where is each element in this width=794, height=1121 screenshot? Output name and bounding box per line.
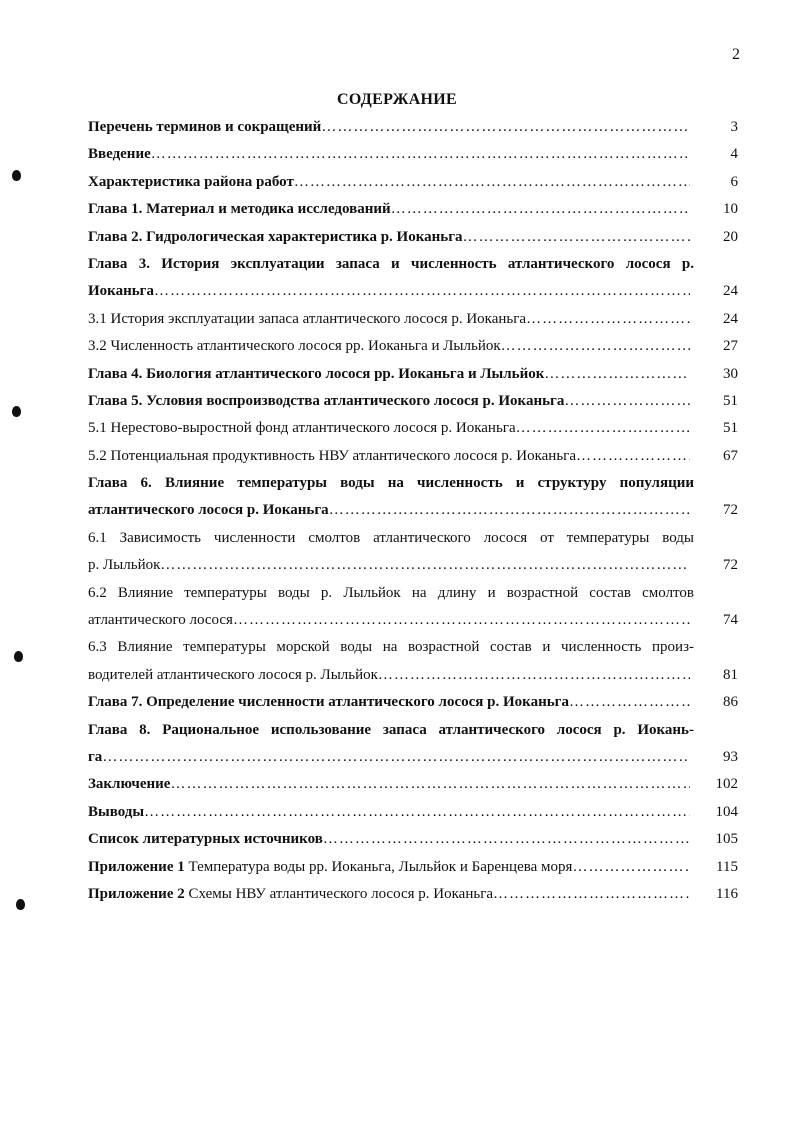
- leader-dots: [160, 552, 690, 579]
- toc-entry-page: 3: [730, 119, 738, 135]
- toc-entry-subtitle: Схемы НВУ атлантического лосося р. Иоканьга: [184, 885, 494, 902]
- toc-entry-title-line[interactable]: Глава 3. История эксплуатации запаса и численность атлантического лосося р.: [88, 255, 694, 272]
- toc-entry-page: 72: [723, 502, 738, 519]
- toc-entry-title: Список литературных источников: [88, 831, 323, 848]
- toc-entry-title-line[interactable]: Глава 6. Влияние температуры воды на численность и структуру популяции: [88, 475, 694, 492]
- punch-mark: [16, 899, 25, 910]
- leader-dots: [501, 333, 690, 360]
- toc-entry-title-line[interactable]: 6.1 Зависимость численности смолтов атлантического лосося от температуры воды: [88, 529, 694, 546]
- toc-entry[interactable]: [88, 224, 738, 251]
- toc-entry-title: Приложение 2: [88, 885, 185, 902]
- leader-dots: [516, 415, 690, 442]
- toc-entry-title: Заключение: [88, 776, 171, 793]
- toc-entry[interactable]: [88, 826, 738, 853]
- toc-entry[interactable]: [88, 771, 738, 798]
- toc-entry-page: 86: [723, 694, 738, 711]
- toc-entry-title: Глава 5. Условия воспроизводства атлантического лосося р. Иоканьга: [88, 392, 565, 409]
- toc-entry-title: р. Лыльйок: [88, 557, 161, 574]
- toc-entry-page: 74: [723, 612, 738, 629]
- leader-dots: [463, 224, 690, 251]
- page-number: 2: [732, 46, 740, 63]
- toc-entry[interactable]: [88, 443, 738, 470]
- toc-entry-title: 5.2 Потенциальная продуктивность НВУ атлантического лосося р. Иоканьга: [88, 447, 576, 464]
- toc-entry-page: 27: [723, 338, 738, 355]
- punch-mark: [12, 406, 21, 417]
- toc-entry-page: 51: [723, 392, 738, 409]
- toc-entry-title-line[interactable]: 6.2 Влияние температуры воды р. Лыльйок на длину и возрастной состав смолтов: [88, 584, 694, 601]
- toc-entry[interactable]: [88, 662, 738, 689]
- toc-entry[interactable]: [88, 333, 738, 360]
- toc-entry-title-line[interactable]: Глава 8. Рациональное использование запаса атлантического лосося р. Иокань-: [88, 721, 694, 738]
- toc-entry-page: 24: [723, 283, 738, 300]
- leader-dots: [151, 141, 690, 168]
- toc-entry-page: 6: [730, 173, 738, 190]
- toc-entry-title: Глава 4. Биология атлантического лосося рр. Иоканьга и Лыльйок: [88, 365, 545, 382]
- leader-dots: [569, 689, 690, 716]
- toc-entry-page: 81: [723, 666, 738, 683]
- toc-entry-title: атлантического лосося: [88, 612, 233, 629]
- toc-entry-page: 24: [723, 310, 738, 327]
- toc-entry[interactable]: [88, 744, 738, 771]
- toc-entry-title: Выводы: [88, 803, 145, 820]
- toc-entry[interactable]: [88, 689, 738, 716]
- toc-entry-page: 10: [723, 201, 738, 218]
- toc-entry-page: 116: [716, 885, 738, 902]
- toc-entry-title: 3.1 История эксплуатации запаса атлантического лосося р. Иоканьга: [88, 310, 527, 327]
- toc-entry-title: Глава 2. Гидрологическая характеристика р. Иоканьга: [88, 228, 463, 245]
- toc-entry[interactable]: [88, 881, 738, 908]
- leader-dots: [102, 744, 690, 771]
- toc-entry-title: 3.2 Численность атлантического лосося рр. Иоканьга и Лыльйок: [88, 338, 501, 355]
- leader-dots: [572, 854, 690, 881]
- toc-entry-title: га: [88, 748, 103, 765]
- toc-entry-page: 30: [723, 365, 738, 382]
- leader-dots: [170, 771, 690, 798]
- toc-entry[interactable]: [88, 799, 738, 826]
- toc-entry-title: Приложение 1: [88, 858, 185, 875]
- toc-entry-page: 105: [715, 831, 738, 848]
- toc-entry-title: Перечень терминов и сокращений: [88, 119, 322, 135]
- toc-entry-title: атлантического лосося р. Иоканьга: [88, 502, 329, 519]
- toc-entry-title: Глава 1. Материал и методика исследований: [88, 201, 391, 218]
- table-of-contents: [88, 114, 738, 908]
- toc-entry-page: 67: [723, 447, 738, 464]
- punch-mark: [12, 170, 21, 181]
- toc-entry-title: Характеристика района работ: [88, 173, 294, 190]
- toc-entry-title: водителей атлантического лосося р. Лыльйок: [88, 666, 378, 683]
- toc-entry[interactable]: [88, 361, 738, 388]
- leader-dots: [144, 799, 690, 826]
- toc-entry-page: 115: [716, 858, 738, 875]
- leader-dots: [323, 826, 690, 853]
- toc-entry-subtitle: Температура воды рр. Иоканьга, Лыльйок и Баренцева моря: [184, 858, 573, 875]
- toc-entry-page: 102: [715, 776, 738, 793]
- toc-entry[interactable]: [88, 415, 738, 442]
- toc-entry-page: 51: [723, 420, 738, 437]
- toc-entry[interactable]: [88, 278, 738, 305]
- toc-entry-page: 104: [715, 803, 738, 820]
- toc-entry[interactable]: [88, 607, 738, 634]
- toc-entry-title: Иоканьга: [88, 283, 154, 300]
- leader-dots: [544, 361, 690, 388]
- toc-entry[interactable]: [88, 114, 738, 141]
- toc-entry-page: 20: [723, 228, 738, 245]
- toc-entry[interactable]: [88, 169, 738, 196]
- toc-entry[interactable]: [88, 854, 738, 881]
- toc-entry[interactable]: [88, 306, 738, 333]
- punch-mark: [14, 651, 23, 662]
- leader-dots: [564, 388, 690, 415]
- toc-entry-title: 5.1 Нерестово-выростной фонд атлантического лосося р. Иоканьга: [88, 420, 516, 437]
- toc-entry-page: 4: [730, 146, 738, 163]
- leader-dots: [294, 169, 690, 196]
- leader-dots: [576, 443, 690, 470]
- leader-dots: [154, 278, 690, 305]
- toc-entry-title: Введение: [88, 146, 151, 163]
- leader-dots: [321, 114, 690, 141]
- toc-entry[interactable]: [88, 552, 738, 579]
- leader-dots: [233, 607, 690, 634]
- toc-entry-page: 72: [723, 557, 738, 574]
- leader-dots: [391, 196, 690, 223]
- toc-entry-title: Глава 7. Определение численности атлантического лосося р. Иоканьга: [88, 694, 569, 711]
- toc-entry-page: 93: [723, 748, 738, 765]
- toc-title: СОДЕРЖАНИЕ: [336, 91, 458, 108]
- toc-entry[interactable]: [88, 141, 738, 168]
- toc-entry-title-line[interactable]: 6.3 Влияние температуры морской воды на возрастной состав и численность произ-: [88, 639, 694, 656]
- toc-entry[interactable]: [88, 196, 738, 223]
- leader-dots: [329, 497, 690, 524]
- leader-dots: [378, 662, 690, 689]
- toc-entry[interactable]: [88, 388, 738, 415]
- leader-dots: [526, 306, 690, 333]
- toc-entry[interactable]: [88, 497, 738, 524]
- leader-dots: [493, 881, 690, 908]
